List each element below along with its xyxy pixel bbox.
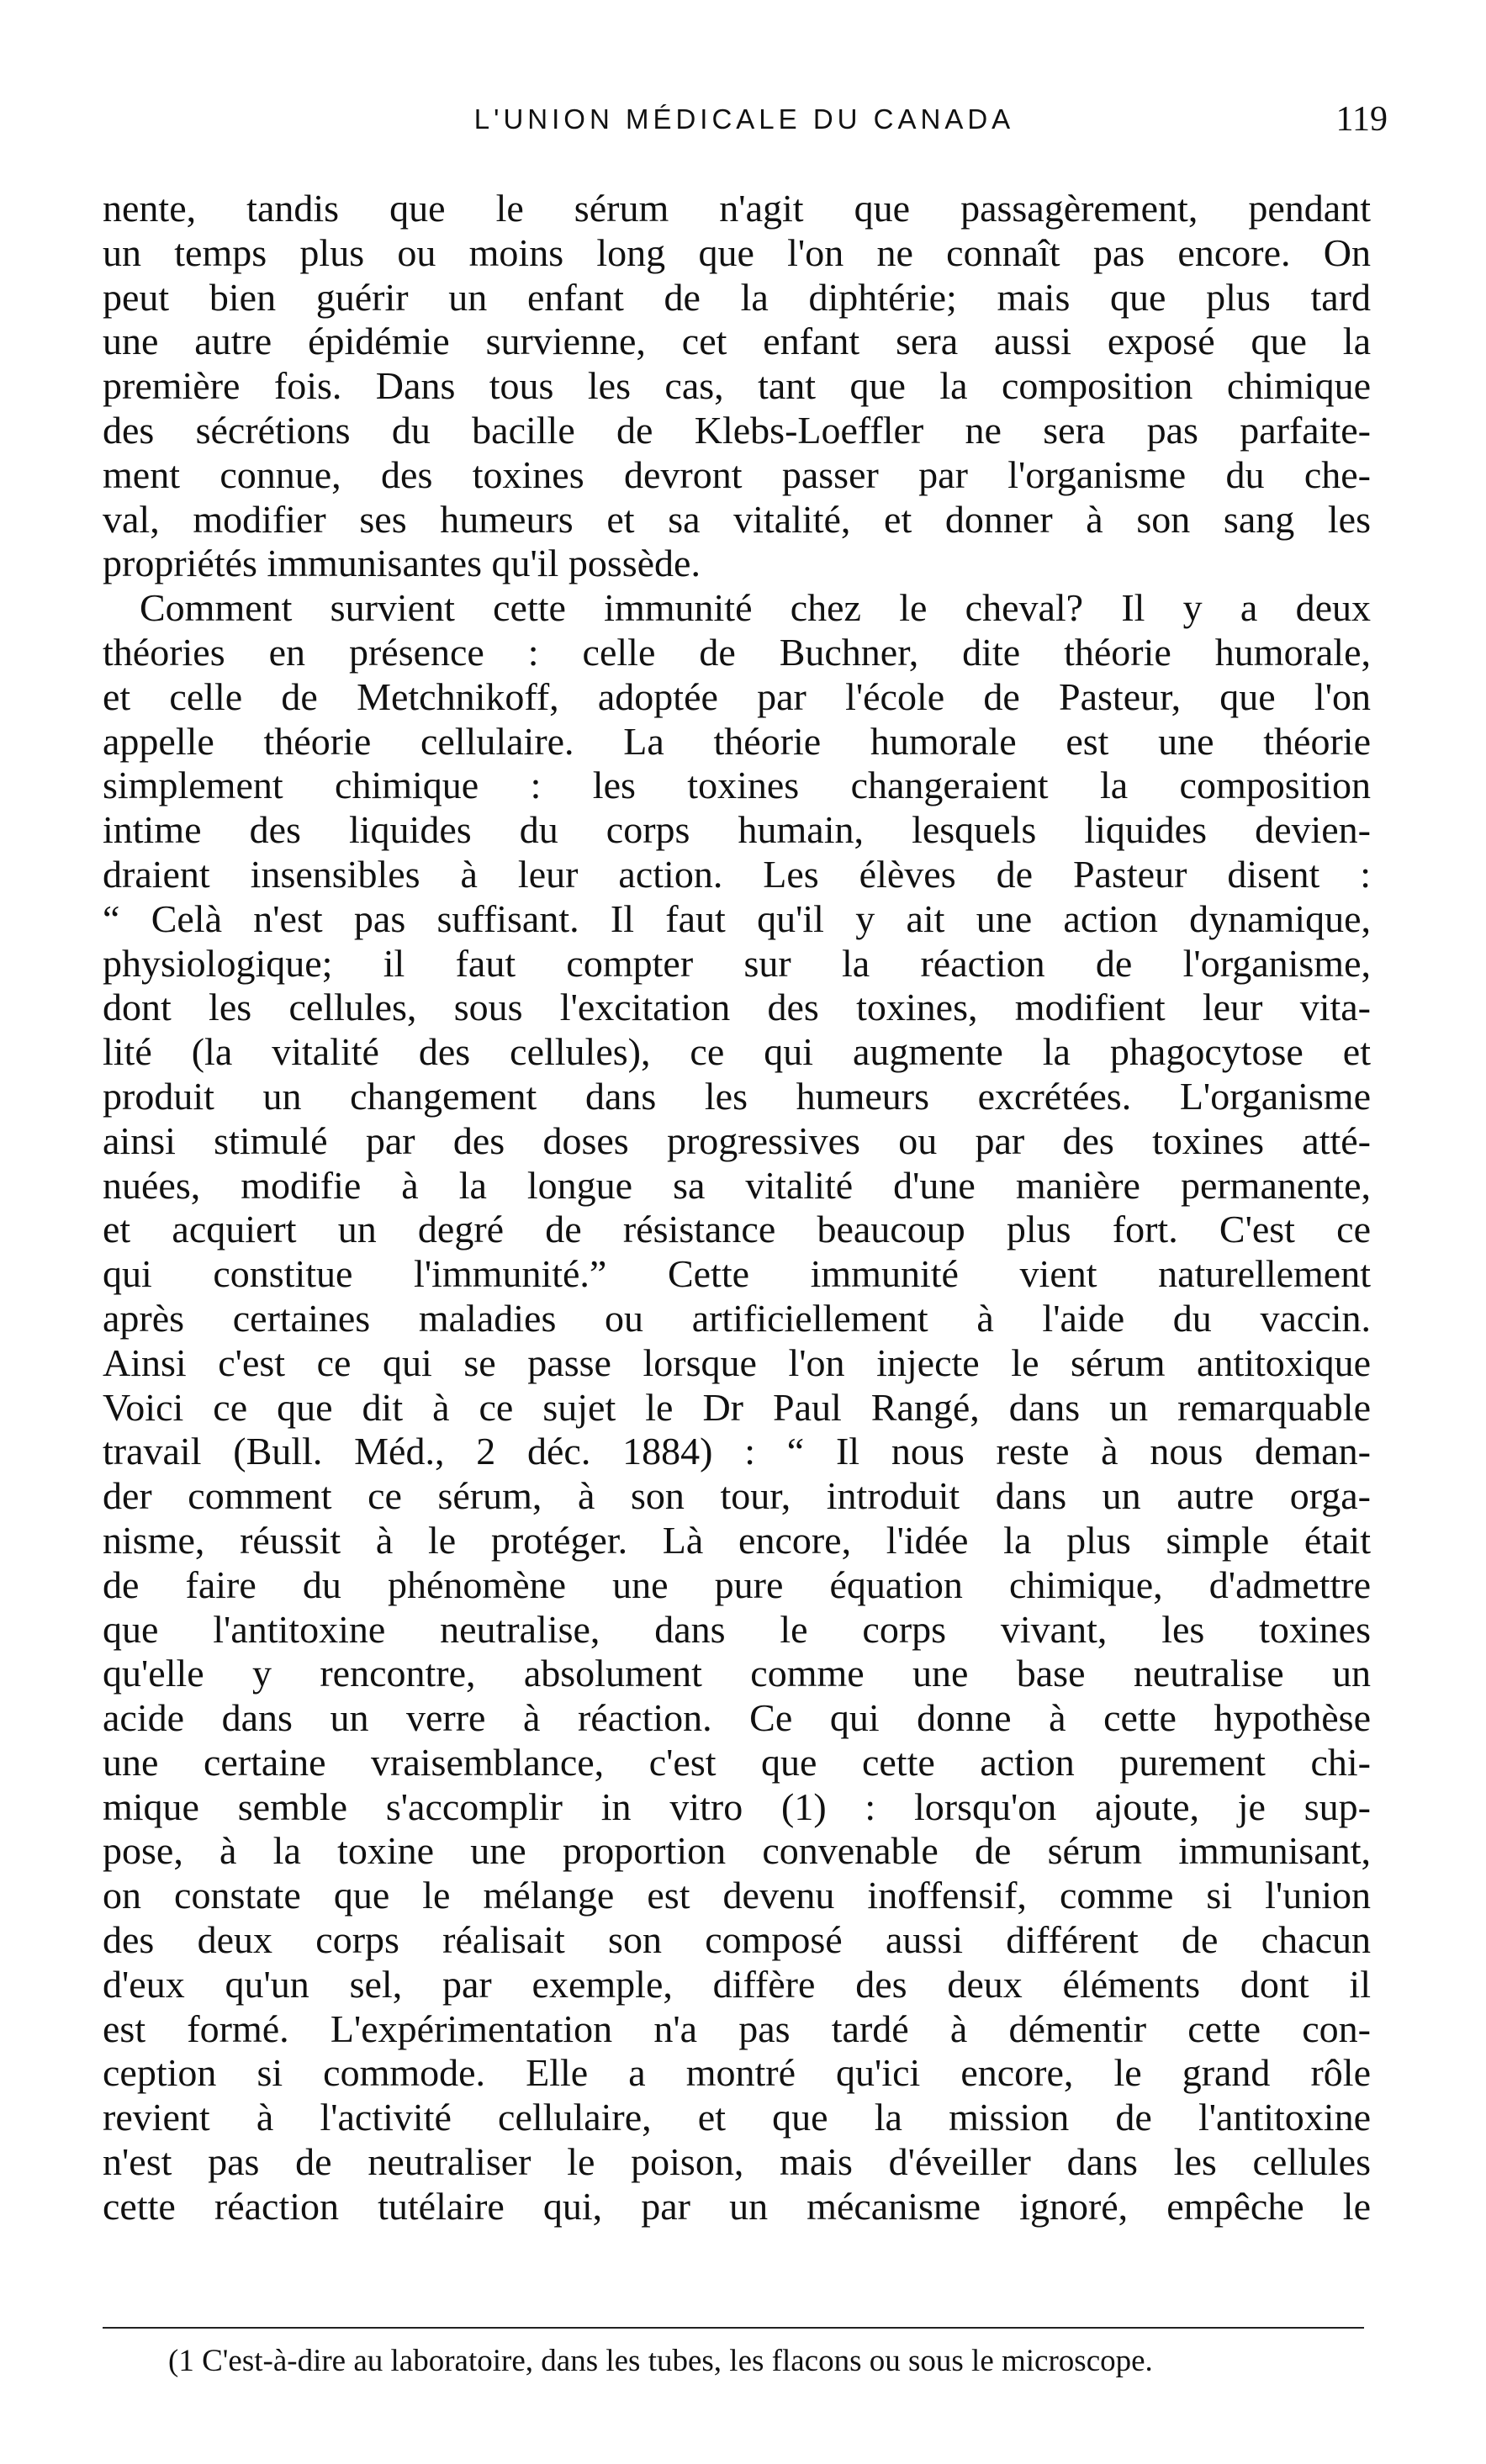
text-line: simplement chimique : les toxines changeraient la composition — [103, 764, 1371, 807]
text-line: val, modifier ses humeurs et sa vitalité, et donner à son sang les — [103, 497, 1371, 541]
text-line: appelle théorie cellulaire. La théorie humorale est une théorie — [103, 719, 1371, 763]
text-line: n'est pas de neutraliser le poison, mais d'éveiller dans les cellules — [103, 2140, 1371, 2184]
text-line: mique semble s'accomplir in vitro (1) : lorsqu'on ajoute, je sup- — [103, 1785, 1371, 1828]
text-line: nente, tandis que le sérum n'agit que passagèrement, pendant — [103, 187, 1371, 230]
text-line: nisme, réussit à le protéger. Là encore, l'idée la plus simple était — [103, 1518, 1371, 1562]
text-line: dont les cellules, sous l'excitation des toxines, modifient leur vita- — [103, 986, 1371, 1029]
text-line: est formé. L'expérimentation n'a pas tardé à démentir cette con- — [103, 2007, 1371, 2050]
text-line: physiologique; il faut compter sur la réaction de l'organisme, — [103, 941, 1371, 985]
body-text — [103, 187, 1371, 2229]
text-line: des deux corps réalisait son composé aussi différent de chacun — [103, 1918, 1371, 1962]
text-line: lité (la vitalité des cellules), ce qui augmente la phagocytose et — [103, 1030, 1371, 1074]
text-line: produit un changement dans les humeurs excrétées. L'organisme — [103, 1074, 1371, 1118]
text-line: “ Celà n'est pas suffisant. Il faut qu'il y ait une action dynamique, — [103, 896, 1371, 940]
text-line: et celle de Metchnikoff, adoptée par l'école de Pasteur, que l'on — [103, 674, 1371, 718]
text-line: on constate que le mélange est devenu inoffensif, comme si l'union — [103, 1874, 1371, 1917]
text-line: ment connue, des toxines devront passer par l'organisme du che- — [103, 452, 1371, 496]
footnote: (1 C'est-à-dire au laboratoire, dans les tubes, les flacons ou sous le microscope. — [168, 2344, 1153, 2378]
page-number: 119 — [1335, 100, 1388, 139]
running-head — [101, 94, 1388, 145]
text-line: cette réaction tutélaire qui, par un mécanisme ignoré, empêche le — [103, 2184, 1371, 2228]
text-line: et acquiert un degré de résistance beaucoup plus fort. C'est ce — [103, 1208, 1371, 1251]
text-line: peut bien guérir un enfant de la diphtérie; mais que plus tard — [103, 275, 1371, 319]
text-line: nuées, modifie à la longue sa vitalité d'une manière permanente, — [103, 1163, 1371, 1207]
text-line: acide dans un verre à réaction. Ce qui donne à cette hypothèse — [103, 1696, 1371, 1740]
text-line: de faire du phénomène une pure équation chimique, d'admettre — [103, 1562, 1371, 1606]
text-line: un temps plus ou moins long que l'on ne connaît pas encore. On — [103, 230, 1371, 274]
text-line: ainsi stimulé par des doses progressives ou par des toxines atté- — [103, 1118, 1371, 1162]
text-line: pose, à la toxine une proportion convenable de sérum immunisant, — [103, 1829, 1371, 1873]
text-line: Voici ce que dit à ce sujet le Dr Paul Rangé, dans un remarquable — [103, 1385, 1371, 1429]
text-line: revient à l'activité cellulaire, et que la mission de l'antitoxine — [103, 2096, 1371, 2139]
text-line: qu'elle y rencontre, absolument comme une base neutralise un — [103, 1652, 1371, 1695]
text-line: Ainsi c'est ce qui se passe lorsque l'on injecte le sérum antitoxique — [103, 1340, 1371, 1384]
text-line: ception si commode. Elle a montré qu'ici encore, le grand rôle — [103, 2051, 1371, 2095]
running-title: L'UNION MÉDICALE DU CANADA — [473, 103, 1015, 135]
text-line: théories en présence : celle de Buchner, dite théorie humorale, — [103, 630, 1371, 674]
text-line: que l'antitoxine neutralise, dans le corps vivant, les toxines — [103, 1607, 1371, 1651]
text-line: d'eux qu'un sel, par exemple, diffère des deux éléments dont il — [103, 1962, 1371, 2006]
text-line: une certaine vraisemblance, c'est que cette action purement chi- — [103, 1740, 1371, 1784]
text-line: draient insensibles à leur action. Les élèves de Pasteur disent : — [103, 852, 1371, 896]
text-line: propriétés immunisantes qu'il possède. — [103, 542, 701, 585]
text-line: première fois. Dans tous les cas, tant que la composition chimique — [103, 364, 1371, 408]
text-line: des sécrétions du bacille de Klebs-Loeffler ne sera pas parfaite- — [103, 408, 1371, 452]
text-line: qui constitue l'immunité.” Cette immunité vient naturellement — [103, 1252, 1371, 1296]
paragraph-start-line: Comment survient cette immunité chez le cheval? Il y a deux — [140, 586, 1371, 630]
text-line: der comment ce sérum, à son tour, introduit dans un autre orga- — [103, 1474, 1371, 1518]
text-line: après certaines maladies ou artificiellement à l'aide du vaccin. — [103, 1296, 1371, 1340]
footnote-divider — [103, 2327, 1364, 2329]
text-line: intime des liquides du corps humain, lesquels liquides devien- — [103, 808, 1371, 852]
text-line: travail (Bull. Méd., 2 déc. 1884) : “ Il nous reste à nous deman- — [103, 1430, 1371, 1473]
text-line: une autre épidémie survienne, cet enfant sera aussi exposé que la — [103, 320, 1371, 363]
